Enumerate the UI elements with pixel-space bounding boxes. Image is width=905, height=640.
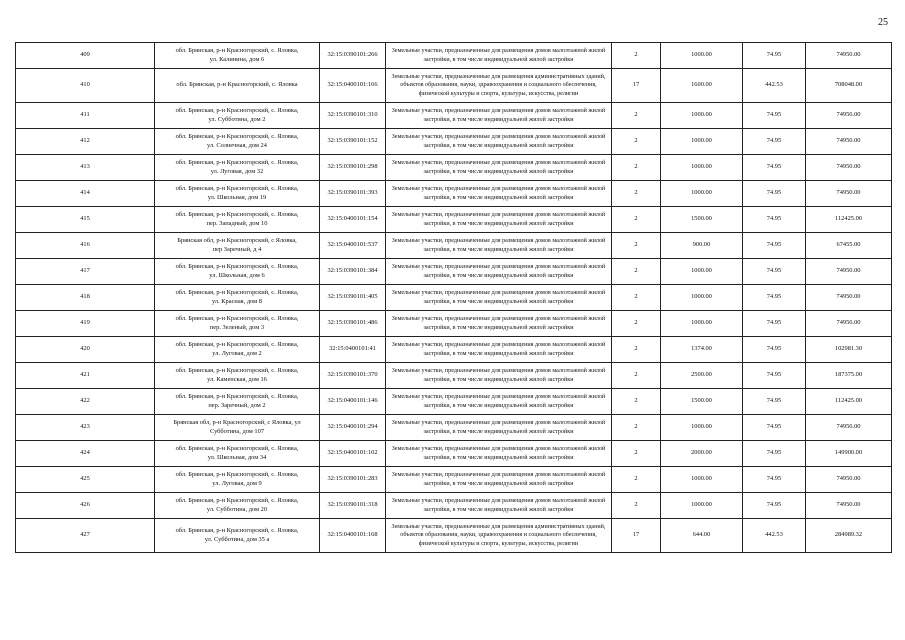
table-row bbox=[16, 519, 892, 553]
area-cell: 2500.00 bbox=[661, 363, 743, 389]
specific-value-cell: 74.95 bbox=[743, 43, 806, 69]
specific-value-cell: 74.95 bbox=[743, 363, 806, 389]
address-line: Брянская обл, р-н Красногорский, с Яловка, bbox=[177, 237, 297, 245]
cadastral-value-cell: 74950.00 bbox=[806, 155, 892, 181]
table-row bbox=[16, 415, 892, 441]
area-cell: 1500.00 bbox=[661, 207, 743, 233]
land-use-cell: Земельные участки, предназначенные для размещения домов малоэтажной жилой застройки, в том числе индивидуальной жилой застройки bbox=[386, 155, 612, 181]
cadastral-value-cell: 74950.00 bbox=[806, 415, 892, 441]
specific-value-cell: 74.95 bbox=[743, 207, 806, 233]
address-line: ул. Школьная, дом 6 bbox=[209, 271, 265, 279]
cadastral-value-cell: 74950.00 bbox=[806, 493, 892, 519]
land-parcel-table bbox=[15, 42, 892, 553]
cadastral-number-cell: 32:15:0390101:152 bbox=[320, 129, 386, 155]
owners-count-cell: 2 bbox=[612, 311, 661, 337]
table-row bbox=[16, 103, 892, 129]
land-use-cell: Земельные участки, предназначенные для размещения административных зданий, объектов образования, науки, здравоохранения и социального обеспечения, физической культуры и спорта, культуры, искусства, религии bbox=[386, 69, 612, 103]
address-cell bbox=[155, 233, 320, 259]
specific-value-cell: 442.53 bbox=[743, 519, 806, 553]
specific-value-cell: 442.53 bbox=[743, 69, 806, 103]
cadastral-number-cell: 32:15:0400101:41 bbox=[320, 337, 386, 363]
row-number-cell: 415 bbox=[16, 207, 155, 233]
area-cell: 1000.00 bbox=[661, 129, 743, 155]
address-cell bbox=[155, 69, 320, 103]
cadastral-value-cell: 74950.00 bbox=[806, 181, 892, 207]
address-cell bbox=[155, 181, 320, 207]
cadastral-value-cell: 74950.00 bbox=[806, 467, 892, 493]
specific-value-cell: 74.95 bbox=[743, 415, 806, 441]
address-line: обл. Брянская, р-н Красногорский, с. Яловка, bbox=[175, 367, 299, 375]
area-cell: 1000.00 bbox=[661, 467, 743, 493]
address-line: ул. Луговая, дом 9 bbox=[212, 479, 262, 487]
specific-value-cell: 74.95 bbox=[743, 233, 806, 259]
land-use-cell: Земельные участки, предназначенные для размещения домов малоэтажной жилой застройки, в том числе индивидуальной жилой застройки bbox=[386, 103, 612, 129]
address-cell bbox=[155, 363, 320, 389]
area-cell: 644.00 bbox=[661, 519, 743, 553]
land-use-cell: Земельные участки, предназначенные для размещения домов малоэтажной жилой застройки, в том числе индивидуальной жилой застройки bbox=[386, 285, 612, 311]
cadastral-number-cell: 32:15:0400101:166 bbox=[320, 69, 386, 103]
land-use-cell: Земельные участки, предназначенные для размещения домов малоэтажной жилой застройки, в том числе индивидуальной жилой застройки bbox=[386, 233, 612, 259]
specific-value-cell: 74.95 bbox=[743, 103, 806, 129]
address-line: обл. Брянская, р-н Красногорский, с. Яловка bbox=[176, 81, 298, 89]
row-number-cell: 412 bbox=[16, 129, 155, 155]
cadastral-value-cell: 187375.00 bbox=[806, 363, 892, 389]
table-row bbox=[16, 285, 892, 311]
address-line: ул. Школьная, дом 19 bbox=[207, 193, 267, 201]
owners-count-cell: 2 bbox=[612, 337, 661, 363]
cadastral-number-cell: 32:15:0400101:146 bbox=[320, 389, 386, 415]
land-use-cell: Земельные участки, предназначенные для размещения домов малоэтажной жилой застройки, в том числе индивидуальной жилой застройки bbox=[386, 467, 612, 493]
table-row bbox=[16, 337, 892, 363]
address-cell bbox=[155, 441, 320, 467]
specific-value-cell: 74.95 bbox=[743, 337, 806, 363]
address-cell bbox=[155, 155, 320, 181]
area-cell: 1000.00 bbox=[661, 155, 743, 181]
owners-count-cell: 2 bbox=[612, 415, 661, 441]
owners-count-cell: 2 bbox=[612, 285, 661, 311]
land-use-cell: Земельные участки, предназначенные для размещения домов малоэтажной жилой застройки, в том числе индивидуальной жилой застройки bbox=[386, 43, 612, 69]
cadastral-value-cell: 74950.00 bbox=[806, 43, 892, 69]
land-use-cell: Земельные участки, предназначенные для размещения домов малоэтажной жилой застройки, в том числе индивидуальной жилой застройки bbox=[386, 337, 612, 363]
owners-count-cell: 2 bbox=[612, 155, 661, 181]
specific-value-cell: 74.95 bbox=[743, 129, 806, 155]
row-number-cell: 421 bbox=[16, 363, 155, 389]
land-use-cell: Земельные участки, предназначенные для размещения домов малоэтажной жилой застройки, в том числе индивидуальной жилой застройки bbox=[386, 363, 612, 389]
owners-count-cell: 2 bbox=[612, 259, 661, 285]
owners-count-cell: 2 bbox=[612, 493, 661, 519]
cadastral-number-cell: 32:15:0390101:370 bbox=[320, 363, 386, 389]
cadastral-value-cell: 102981.30 bbox=[806, 337, 892, 363]
land-use-cell: Земельные участки, предназначенные для размещения домов малоэтажной жилой застройки, в том числе индивидуальной жилой застройки bbox=[386, 493, 612, 519]
area-cell: 1000.00 bbox=[661, 103, 743, 129]
address-line: обл. Брянская, р-н Красногорский, с. Яловка, bbox=[175, 185, 299, 193]
cadastral-value-cell: 112425.00 bbox=[806, 389, 892, 415]
address-line: обл. Брянская, р-н Красногорский, с. Яловка, bbox=[175, 393, 299, 401]
row-number-cell: 418 bbox=[16, 285, 155, 311]
area-cell: 1374.00 bbox=[661, 337, 743, 363]
specific-value-cell: 74.95 bbox=[743, 155, 806, 181]
table-row bbox=[16, 311, 892, 337]
address-line: обл. Брянская, р-н Красногорский, с. Яловка, bbox=[175, 315, 299, 323]
specific-value-cell: 74.95 bbox=[743, 259, 806, 285]
cadastral-value-cell: 74950.00 bbox=[806, 259, 892, 285]
owners-count-cell: 2 bbox=[612, 389, 661, 415]
address-cell bbox=[155, 207, 320, 233]
area-cell: 1000.00 bbox=[661, 493, 743, 519]
land-use-cell: Земельные участки, предназначенные для размещения домов малоэтажной жилой застройки, в том числе индивидуальной жилой застройки bbox=[386, 311, 612, 337]
land-use-cell: Земельные участки, предназначенные для размещения домов малоэтажной жилой застройки, в том числе индивидуальной жилой застройки bbox=[386, 259, 612, 285]
land-use-cell: Земельные участки, предназначенные для размещения домов малоэтажной жилой застройки, в том числе индивидуальной жилой застройки bbox=[386, 441, 612, 467]
row-number-cell: 411 bbox=[16, 103, 155, 129]
area-cell: 1000.00 bbox=[661, 259, 743, 285]
cadastral-number-cell: 32:15:0390101:266 bbox=[320, 43, 386, 69]
cadastral-value-cell: 708048.00 bbox=[806, 69, 892, 103]
table-row bbox=[16, 129, 892, 155]
address-line: обл. Брянская, р-н Красногорский, с. Яловка, bbox=[175, 527, 299, 535]
row-number-cell: 427 bbox=[16, 519, 155, 553]
area-cell: 1000.00 bbox=[661, 311, 743, 337]
specific-value-cell: 74.95 bbox=[743, 389, 806, 415]
address-line: Субботина, дом 107 bbox=[209, 427, 265, 435]
table-row bbox=[16, 207, 892, 233]
cadastral-number-cell: 32:15:0400101:294 bbox=[320, 415, 386, 441]
address-line: обл. Брянская, р-н Красногорский, с. Яловка, bbox=[175, 497, 299, 505]
specific-value-cell: 74.95 bbox=[743, 311, 806, 337]
area-cell: 1000.00 bbox=[661, 43, 743, 69]
cadastral-value-cell: 284989.32 bbox=[806, 519, 892, 553]
cadastral-number-cell: 32:15:0390101:384 bbox=[320, 259, 386, 285]
address-line: ул. Субботина, дом 35 а bbox=[204, 535, 270, 543]
address-cell bbox=[155, 311, 320, 337]
row-number-cell: 422 bbox=[16, 389, 155, 415]
address-cell bbox=[155, 519, 320, 553]
area-cell: 1600.00 bbox=[661, 69, 743, 103]
cadastral-value-cell: 74950.00 bbox=[806, 311, 892, 337]
specific-value-cell: 74.95 bbox=[743, 285, 806, 311]
address-cell bbox=[155, 467, 320, 493]
cadastral-number-cell: 32:15:0400101:154 bbox=[320, 207, 386, 233]
address-cell bbox=[155, 337, 320, 363]
cadastral-number-cell: 32:15:0390101:298 bbox=[320, 155, 386, 181]
owners-count-cell: 2 bbox=[612, 363, 661, 389]
specific-value-cell: 74.95 bbox=[743, 181, 806, 207]
area-cell: 1500.00 bbox=[661, 389, 743, 415]
cadastral-number-cell: 32:15:0400101:537 bbox=[320, 233, 386, 259]
address-line: обл. Брянская, р-н Красногорский, с. Яловка, bbox=[175, 289, 299, 297]
address-line: пер. Заречный, дом 2 bbox=[208, 401, 266, 409]
area-cell: 1000.00 bbox=[661, 285, 743, 311]
row-number-cell: 424 bbox=[16, 441, 155, 467]
address-cell bbox=[155, 129, 320, 155]
address-line: пер. Западный, дом 10 bbox=[206, 219, 268, 227]
address-line: ул. Красная, дом 8 bbox=[212, 297, 262, 305]
address-line: обл. Брянская, р-н Красногорский, с. Яловка, bbox=[175, 211, 299, 219]
address-line: обл. Брянская, р-н Красногорский, с. Яловка, bbox=[175, 107, 299, 115]
row-number-cell: 413 bbox=[16, 155, 155, 181]
table-row bbox=[16, 69, 892, 103]
address-line: обл. Брянская, р-н Красногорский, с. Яловка, bbox=[175, 47, 299, 55]
land-use-cell: Земельные участки, предназначенные для размещения домов малоэтажной жилой застройки, в том числе индивидуальной жилой застройки bbox=[386, 389, 612, 415]
row-number-cell: 420 bbox=[16, 337, 155, 363]
land-use-cell: Земельные участки, предназначенные для размещения домов малоэтажной жилой застройки, в том числе индивидуальной жилой застройки bbox=[386, 181, 612, 207]
owners-count-cell: 2 bbox=[612, 441, 661, 467]
address-line: обл. Брянская, р-н Красногорский, с. Яловка, bbox=[175, 471, 299, 479]
cadastral-number-cell: 32:15:0390101:310 bbox=[320, 103, 386, 129]
cadastral-value-cell: 74950.00 bbox=[806, 103, 892, 129]
table-row bbox=[16, 43, 892, 69]
address-line: обл. Брянская, р-н Красногорский, с. Яловка, bbox=[175, 133, 299, 141]
cadastral-number-cell: 32:15:0390101:283 bbox=[320, 467, 386, 493]
address-line: обл. Брянская, р-н Красногорский, с. Яловка, bbox=[175, 263, 299, 271]
specific-value-cell: 74.95 bbox=[743, 493, 806, 519]
page-number: 25 bbox=[878, 17, 888, 28]
table-row bbox=[16, 389, 892, 415]
owners-count-cell: 17 bbox=[612, 69, 661, 103]
row-number-cell: 417 bbox=[16, 259, 155, 285]
table-row bbox=[16, 233, 892, 259]
address-line: обл. Брянская, р-н Красногорский, с. Яловка, bbox=[175, 159, 299, 167]
row-number-cell: 419 bbox=[16, 311, 155, 337]
owners-count-cell: 2 bbox=[612, 467, 661, 493]
address-cell bbox=[155, 493, 320, 519]
row-number-cell: 423 bbox=[16, 415, 155, 441]
specific-value-cell: 74.95 bbox=[743, 467, 806, 493]
address-line: ул. Луговая, дом 2 bbox=[212, 349, 262, 357]
address-line: пер. Зеленый, дом 3 bbox=[209, 323, 265, 331]
land-use-cell: Земельные участки, предназначенные для размещения домов малоэтажной жилой застройки, в том числе индивидуальной жилой застройки bbox=[386, 415, 612, 441]
cadastral-number-cell: 32:15:0400101:168 bbox=[320, 519, 386, 553]
land-use-cell: Земельные участки, предназначенные для размещения домов малоэтажной жилой застройки, в том числе индивидуальной жилой застройки bbox=[386, 129, 612, 155]
address-cell bbox=[155, 103, 320, 129]
land-use-cell: Земельные участки, предназначенные для размещения домов малоэтажной жилой застройки, в том числе индивидуальной жилой застройки bbox=[386, 207, 612, 233]
address-line: ул. Субботина, дом 2 bbox=[208, 115, 266, 123]
address-cell bbox=[155, 259, 320, 285]
address-line: пер Заречный, д 4 bbox=[212, 245, 262, 253]
specific-value-cell: 74.95 bbox=[743, 441, 806, 467]
table-body bbox=[16, 43, 892, 553]
cadastral-number-cell: 32:15:0390101:318 bbox=[320, 493, 386, 519]
row-number-cell: 414 bbox=[16, 181, 155, 207]
address-line: обл. Брянская, р-н Красногорский, с. Яловка, bbox=[175, 445, 299, 453]
cadastral-number-cell: 32:15:0400101:102 bbox=[320, 441, 386, 467]
table-row bbox=[16, 259, 892, 285]
cadastral-value-cell: 74950.00 bbox=[806, 285, 892, 311]
address-cell bbox=[155, 389, 320, 415]
owners-count-cell: 2 bbox=[612, 43, 661, 69]
table-row bbox=[16, 363, 892, 389]
row-number-cell: 409 bbox=[16, 43, 155, 69]
area-cell: 1000.00 bbox=[661, 415, 743, 441]
address-line: ул. Школьная, дом 34 bbox=[207, 453, 267, 461]
cadastral-value-cell: 112425.00 bbox=[806, 207, 892, 233]
table-row bbox=[16, 493, 892, 519]
row-number-cell: 416 bbox=[16, 233, 155, 259]
table-row bbox=[16, 181, 892, 207]
address-cell bbox=[155, 43, 320, 69]
address-line: ул. Субботина, дом 20 bbox=[206, 505, 268, 513]
owners-count-cell: 2 bbox=[612, 207, 661, 233]
area-cell: 900.00 bbox=[661, 233, 743, 259]
address-line: ул. Каменская, дом 16 bbox=[207, 375, 267, 383]
cadastral-number-cell: 32:15:0390101:393 bbox=[320, 181, 386, 207]
address-cell bbox=[155, 285, 320, 311]
owners-count-cell: 2 bbox=[612, 181, 661, 207]
area-cell: 2000.00 bbox=[661, 441, 743, 467]
area-cell: 1000.00 bbox=[661, 181, 743, 207]
row-number-cell: 410 bbox=[16, 69, 155, 103]
address-line: Брянская обл, р-н Красногорский, с Яловка, ул bbox=[173, 419, 301, 427]
cadastral-value-cell: 74950.00 bbox=[806, 129, 892, 155]
address-line: ул. Луговая, дом 32 bbox=[210, 167, 264, 175]
land-use-cell: Земельные участки, предназначенные для размещения административных зданий, объектов образования, науки, здравоохранения и социального обеспечения, физической культуры и спорта, культуры, искусства, религии bbox=[386, 519, 612, 553]
address-line: обл. Брянская, р-н Красногорский, с. Яловка, bbox=[175, 341, 299, 349]
address-line: ул. Солнечная, дом 24 bbox=[207, 141, 267, 149]
cadastral-number-cell: 32:15:0390101:486 bbox=[320, 311, 386, 337]
table-row bbox=[16, 155, 892, 181]
address-line: ул. Калинина, дом 6 bbox=[209, 55, 265, 63]
table-row bbox=[16, 441, 892, 467]
row-number-cell: 426 bbox=[16, 493, 155, 519]
owners-count-cell: 2 bbox=[612, 129, 661, 155]
row-number-cell: 425 bbox=[16, 467, 155, 493]
cadastral-number-cell: 32:15:0390101:405 bbox=[320, 285, 386, 311]
table-row bbox=[16, 467, 892, 493]
address-cell bbox=[155, 415, 320, 441]
cadastral-value-cell: 149900.00 bbox=[806, 441, 892, 467]
owners-count-cell: 2 bbox=[612, 103, 661, 129]
owners-count-cell: 17 bbox=[612, 519, 661, 553]
cadastral-value-cell: 67455.00 bbox=[806, 233, 892, 259]
owners-count-cell: 2 bbox=[612, 233, 661, 259]
